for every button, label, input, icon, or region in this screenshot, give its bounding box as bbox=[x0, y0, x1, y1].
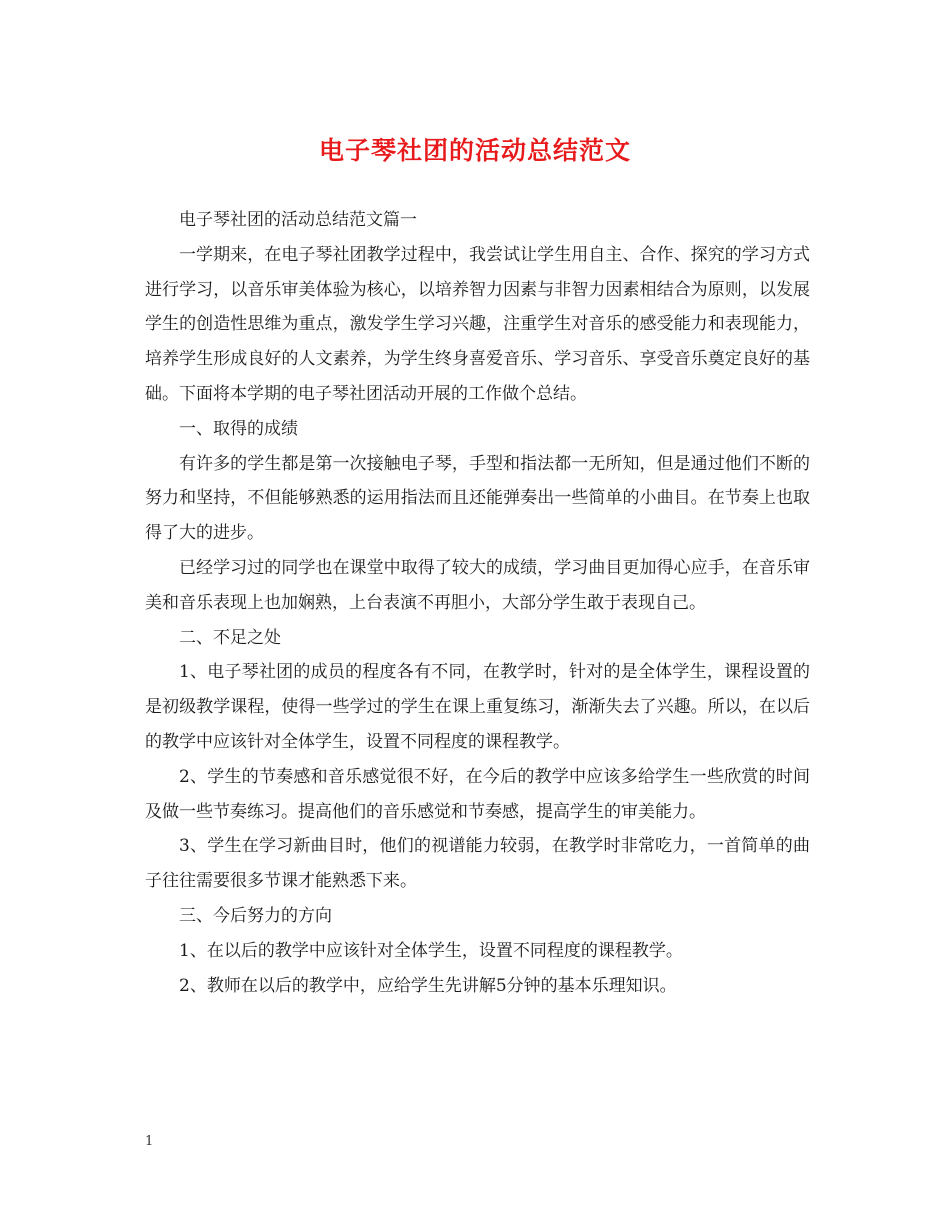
achievements-paragraph-2: 已经学习过的同学也在课堂中取得了较大的成绩，学习曲目更加得心应手，在音乐审美和音乐表现上也加娴熟，上台表演不再胆小，大部分学生敢于表现自己。 bbox=[145, 557, 810, 613]
document-subtitle: 电子琴社团的活动总结范文篇一 bbox=[179, 210, 417, 230]
shortcomings-paragraph-3: 3、学生在学习新曲目时，他们的视谱能力较弱，在教学时非常吃力，一首简单的曲子往往需要很多节课才能熟悉下来。 bbox=[145, 836, 810, 892]
document-body bbox=[145, 203, 810, 1003]
future-direction-paragraph-2: 2、教师在以后的教学中，应给学生先讲解5分钟的基本乐理知识。 bbox=[179, 975, 677, 996]
intro-paragraph: 一学期来，在电子琴社团教学过程中，我尝试让学生用自主、合作、探究的学习方式进行学习，以音乐审美体验为核心，以培养智力因素与非智力因素相结合为原则，以发展学生的创造性思维为重点，激发学生学习兴趣，注重学生对音乐的感受能力和表现能力，培养学生形成良好的人文素养，为学生终身喜爱音乐、学习音乐、享受音乐奠定良好的基础。下面将本学期的电子琴社团活动开展的工作做个总结。 bbox=[145, 244, 810, 404]
section-heading-achievements: 一、取得的成绩 bbox=[179, 418, 298, 439]
document-title: 电子琴社团的活动总结范文 bbox=[318, 136, 631, 165]
shortcomings-paragraph-1: 1、电子琴社团的成员的程度各有不同，在教学时，针对的是全体学生，课程设置的是初级教学课程，使得一些学过的学生在课上重复练习，渐渐失去了兴趣。所以，在以后的教学中应该针对全体学生，设置不同程度的课程教学。 bbox=[145, 662, 810, 752]
achievements-paragraph-1: 有许多的学生都是第一次接触电子琴，手型和指法都一无所知，但是通过他们不断的努力和坚持，不但能够熟悉的运用指法而且还能弹奏出一些简单的小曲目。在节奏上也取得了大的进步。 bbox=[145, 453, 810, 544]
section-heading-future-direction: 三、今后努力的方向 bbox=[179, 905, 332, 926]
future-direction-paragraph-1: 1、在以后的教学中应该针对全体学生，设置不同程度的课程教学。 bbox=[179, 940, 683, 961]
shortcomings-paragraph-2: 2、学生的节奏感和音乐感觉很不好，在今后的教学中应该多给学生一些欣赏的时间及做一些节奏练习。提高他们的音乐感觉和节奏感，提高学生的审美能力。 bbox=[145, 766, 810, 822]
page-number: 1 bbox=[145, 1134, 154, 1149]
section-heading-shortcomings: 二、不足之处 bbox=[179, 627, 281, 648]
